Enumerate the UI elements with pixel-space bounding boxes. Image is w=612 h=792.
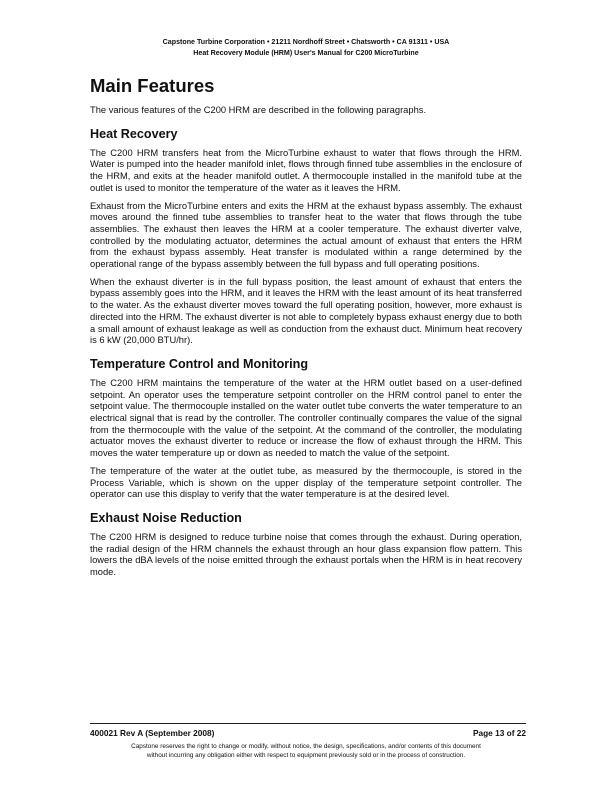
header-manual-title: Heat Recovery Module (HRM) User's Manual for C200 MicroTurbine [193,48,419,57]
disclaimer-line: Capstone reserves the right to change or modify, without notice, the design, specifications, and/or contents of this document [131,743,481,750]
section-noise-reduction [90,511,522,579]
paragraph: The C200 HRM is designed to reduce turbine noise that comes through the exhaust. During operation, the radial design of the HRM channels the exhaust through an hour glass expansion flow pattern. This lowers the dBA levels of the noise emitted through the exhaust portals when the HRM is in heat recovery mode. [90,531,522,578]
intro-paragraph: The various features of the C200 HRM are described in the following paragraphs. [90,105,427,115]
paragraph: The C200 HRM maintains the temperature of the water at the HRM outlet based on a user-defined setpoint. An operator uses the temperature setpoint controller on the HRM control panel to enter the setpoint value. The thermocouple installed on the water outlet tube converts the water temperature to an electrical signal that is read by the controller. The controller continually compares the value of the signal from the thermocouple with the value of the setpoint. At the command of the controller, the modulating actuator moves the exhaust diverter to reduce or increase the flow of exhaust through the HRM. This moves the water temperature up or down as needed to match the value of the setpoint. [90,377,522,459]
disclaimer-line: without incurring any obligation either with respect to equipment previously sold or in the process of construction. [146,752,466,759]
paragraph: When the exhaust diverter is in the full bypass position, the least amount of exhaust that enters the bypass assembly goes into the HRM, and it leaves the HRM with the least amount of its heat transferred to the water. As the exhaust diverter moves toward the full operating position, however, more exhaust is directed into the HRM. The exhaust diverter is not able to completely bypass exhaust energy due to both a small amount of exhaust leakage as well as conduction from the exhaust duct. Minimum heat recovery is 6 kW (20,000 BTU/hr). [90,276,522,346]
page-header [0,37,612,58]
paragraph: The temperature of the water at the outlet tube, as measured by the thermocouple, is stored in the Process Variable, which is shown on the upper display of the temperature setpoint controller. The operator can use this display to verify that the water temperature is at the desired level. [90,465,522,500]
main-content [90,75,522,585]
header-company-address: Capstone Turbine Corporation • 21211 Nordhoff Street • Chatsworth • CA 91311 • USA [162,38,450,46]
section-temperature-control [90,357,522,501]
paragraph: The C200 HRM transfers heat from the MicroTurbine exhaust to water that flows through the HRM. Water is pumped into the header manifold inlet, flows through finned tube assemblies in the enclosure of the HRM, and exits at the header manifold outlet. A thermocouple installed in the manifold tube at the outlet is used to monitor the temperature of the water as it leaves the HRM. [90,147,522,193]
footer-doc-number: 400021 Rev A (September 2008) [90,728,215,738]
section-heading-heat-recovery: Heat Recovery [90,126,178,141]
footer-divider [90,723,526,724]
section-heading-temperature-control: Temperature Control and Monitoring [90,356,309,371]
paragraph: Exhaust from the MicroTurbine enters and exits the HRM at the exhaust bypass assembly. The exhaust moves around the finned tube assemblies to transfer heat to the water that flows through the tube assemblies. The exhaust then leaves the HRM at a cooler temperature. The exhaust diverter valve, controlled by the modulating actuator, determines the actual amount of exhaust that enters the HRM from the exhaust bypass assembly. Heat transfer is modulated within a range determined by the operational range of the bypass assembly between the full bypass and full operating positions. [90,200,522,270]
footer-page-number: Page 13 of 22 [472,728,526,738]
section-heading-noise-reduction: Exhaust Noise Reduction [90,510,242,525]
footer-disclaimer [0,742,612,760]
section-heat-recovery [90,127,522,347]
page-title: Main Features [90,75,215,96]
